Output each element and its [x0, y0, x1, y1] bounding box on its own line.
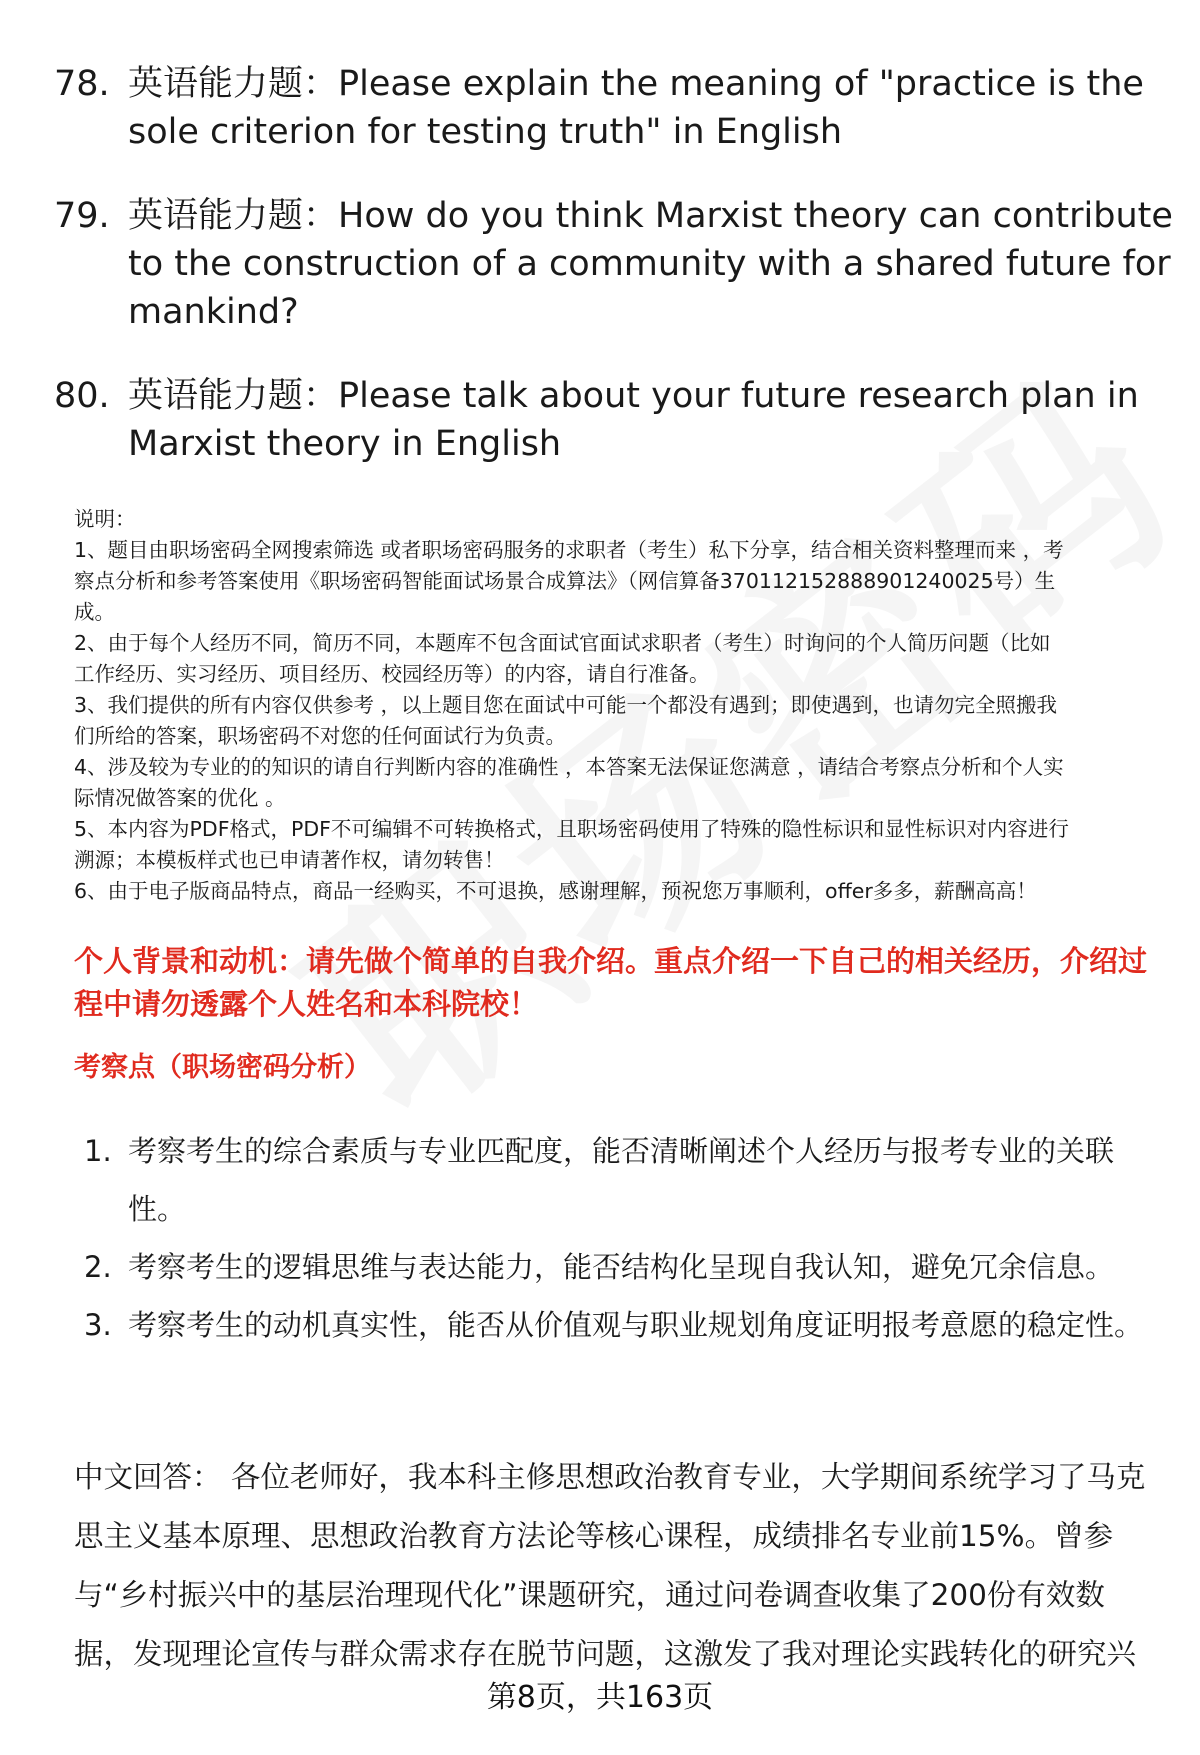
question-text: 英语能力题：How do you think Marxist theory can contribute to the construction of a community with a shared future for mankind?	[128, 196, 1173, 332]
list-item-number: 1.	[84, 1134, 112, 1168]
notes-block	[74, 504, 1160, 907]
notes-line: 们所给的答案，职场密码不对您的任何面试行为负责。	[74, 724, 566, 748]
list-item	[74, 1238, 1164, 1296]
list-item	[74, 1122, 1164, 1238]
page-footer: 第8页，共163页	[0, 1678, 1200, 1718]
question-text: 英语能力题：Please talk about your future research plan in Marxist theory in English	[128, 376, 1139, 464]
question-text: 英语能力题：Please explain the meaning of "practice is the sole criterion for testing truth" in English	[128, 64, 1144, 152]
question-number: 79.	[54, 196, 110, 236]
notes-line: 际情况做答案的优化 。	[74, 786, 286, 810]
chinese-answer: 中文回答： 各位老师好，我本科主修思想政治教育专业，大学期间系统学习了马克思主义基本原理、思想政治教育方法论等核心课程，成绩排名专业前15%。曾参与“乡村振兴中的基层治理现代化”课题研究，通过问卷调查收集了200份有效数据，发现理论宣传与群众需求存在脱节问题，这激发了我对理论实践转化的研究兴	[74, 1460, 1146, 1671]
list-item-text: 考察考生的综合素质与专业匹配度，能否清晰阐述个人经历与报考专业的关联性。	[128, 1134, 1115, 1226]
notes-line: 成。	[74, 600, 115, 624]
analysis-title: 考察点（职场密码分析）	[74, 1052, 371, 1083]
notes-line: 6、由于电子版商品特点，商品一经购买，不可退换，感谢理解，预祝您万事顺利，offer多多，薪酬高高！	[74, 879, 1037, 903]
notes-line: 2、由于每个人经历不同，简历不同，本题库不包含面试官面试求职者（考生）时询问的个人简历问题（比如	[74, 631, 1051, 655]
list-item	[74, 1296, 1164, 1354]
motivation-question: 个人背景和动机：请先做个简单的自我介绍。重点介绍一下自己的相关经历，介绍过程中请勿透露个人姓名和本科院校！	[74, 944, 1148, 1021]
list-item-number: 2.	[84, 1250, 112, 1284]
list-item-number: 3.	[84, 1308, 112, 1342]
list-item-text: 考察考生的动机真实性，能否从价值观与职业规划角度证明报考意愿的稳定性。	[128, 1308, 1144, 1342]
analysis-list	[74, 1122, 1164, 1354]
notes-line: 3、我们提供的所有内容仅供参考 ，以上题目您在面试中可能一个都没有遇到；即使遇到，也请勿完全照搬我	[74, 693, 1058, 717]
question-number: 78.	[54, 64, 110, 104]
notes-heading: 说明：	[74, 507, 136, 531]
notes-line: 察点分析和参考答案使用《职场密码智能面试场景合成算法》（网信算备370112152888901240025号）生	[74, 569, 1056, 593]
notes-line: 4、涉及较为专业的的知识的请自行判断内容的准确性 ，本答案无法保证您满意 ，请结合考察点分析和个人实	[74, 755, 1064, 779]
question-number: 80.	[54, 376, 110, 416]
notes-line: 溯源；本模板样式也已申请著作权，请勿转售！	[74, 848, 505, 872]
list-item-text: 考察考生的逻辑思维与表达能力，能否结构化呈现自我认知，避免冗余信息。	[128, 1250, 1115, 1284]
notes-line: 1、题目由职场密码全网搜索筛选 或者职场密码服务的求职者（考生）私下分享，结合相关资料整理而来 ，考	[74, 538, 1064, 562]
notes-line: 工作经历、实习经历、项目经历、校园经历等）的内容，请自行准备。	[74, 662, 710, 686]
notes-line: 5、本内容为PDF格式，PDF不可编辑不可转换格式，且职场密码使用了特殊的隐性标识和显性标识对内容进行	[74, 817, 1069, 841]
